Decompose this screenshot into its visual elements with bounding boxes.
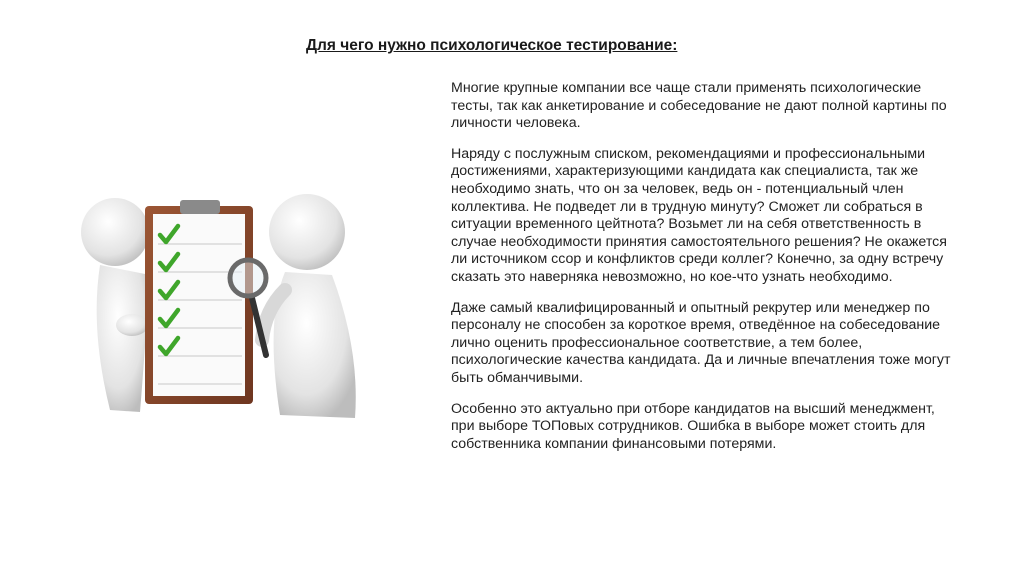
paragraph-2: Наряду с послужным списком, рекомендациями и профессиональными достижениями, характеризующими кандидата как специалиста, так же необходимо знать, что он за человек, ведь он - потенциальный член коллектива. Не подведет ли в трудную минуту? Сможет ли собраться в ситуации временного цейтнота? Возьмет ли на себя ответственность в случае необходимости принятия самостоятельного решения? Не окажется ли источником ссор и конфликтов среди коллег? Конечно, за одну встречу сказать это наверняка невозможно, но кое-что узнать необходимо. xyxy=(451,145,947,285)
right-figure xyxy=(262,194,356,418)
left-figure xyxy=(81,198,150,412)
paragraph-4: Особенно это актуально при отборе кандидатов на высший менеджмент, при выборе ТОПовых сотрудников. Ошибка в выборе может стоить для собственника компании финансовыми потерями. xyxy=(451,400,935,452)
paragraph-1: Многие крупные компании все чаще стали применять психологические тесты, так как анкетирование и собеседование не дают полной картины по личности человека. xyxy=(451,80,947,132)
paragraph-3: Даже самый квалифицированный и опытный рекрутер или менеджер по персоналу не способен за короткое время, отведённое на собеседование лично оценить профессиональное соответствие, а тем более, психологические качества кандидата. Да и личные впечатления тоже могут быть обманчивыми. xyxy=(451,299,951,386)
body-text xyxy=(451,80,951,466)
slide-title: Для чего нужно психологическое тестирование: xyxy=(306,37,678,54)
clipboard xyxy=(145,200,253,404)
figures-checklist-magnifier-icon xyxy=(70,180,380,430)
